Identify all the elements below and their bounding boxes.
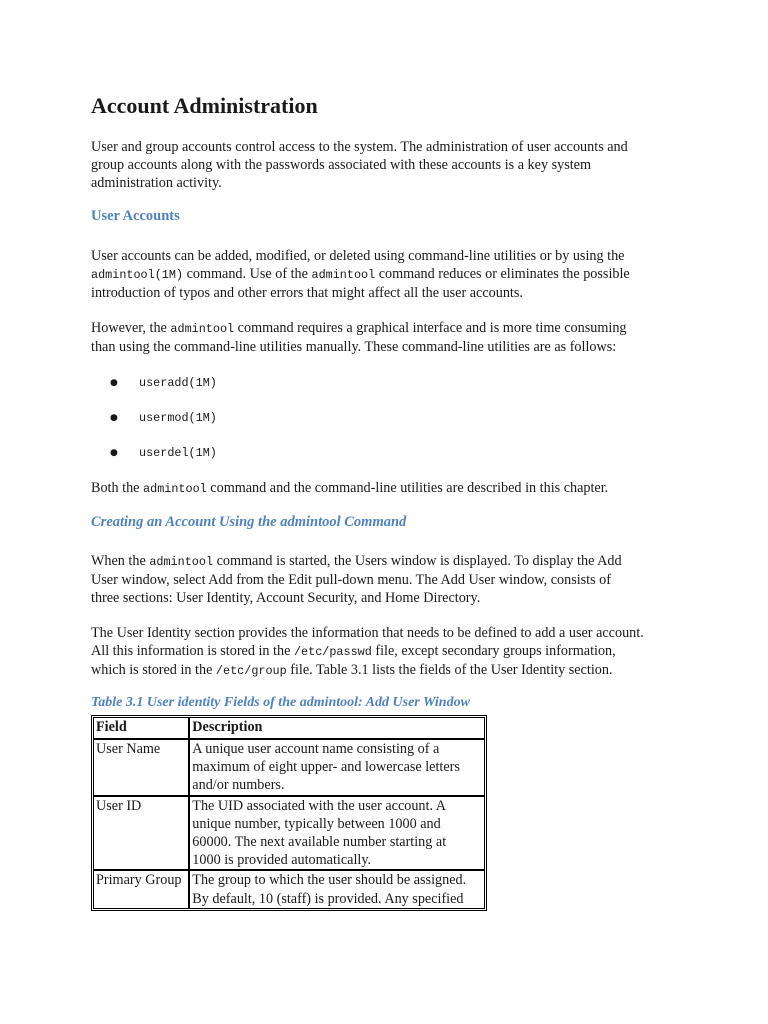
paragraph-line: User accounts can be added, modified, or deleted using command-line utilities or by using the (91, 248, 625, 264)
paragraph-line: than using the command-line utilities manually. These command-line utilities are as follows: (91, 339, 617, 356)
section-heading-user-accounts: User Accounts (91, 208, 180, 224)
intro-line: User and group accounts control access to the system. The administration of user accounts and (91, 139, 628, 155)
user-identity-paragraph (91, 624, 644, 681)
table-cell-field: User Name (93, 739, 189, 796)
inline-code: admintool (311, 268, 376, 283)
table-cell-description (189, 870, 485, 908)
paragraph-line (91, 642, 644, 661)
inline-text: When the (91, 553, 150, 569)
paragraph-line (91, 661, 644, 680)
inline-code: admintool (149, 555, 214, 569)
cell-line: By default, 10 (staff) is provided. Any specified (192, 890, 464, 907)
cell-line: maximum of eight upper- and lowercase letters (192, 759, 460, 776)
table-header-row (93, 717, 485, 739)
bullet-item (110, 408, 217, 427)
paragraph-line (91, 265, 630, 284)
bullet-text: usermod(1M) (139, 411, 217, 425)
paragraph-line: three sections: User Identity, Account Security, and Home Directory. (91, 590, 481, 607)
paragraph-line (91, 479, 608, 498)
table-header-field: Field (93, 717, 189, 739)
cell-line: 1000 is provided automatically. (192, 852, 372, 869)
cell-line: The UID associated with the user account. A (192, 797, 447, 814)
inline-text: which is stored in the (91, 662, 216, 679)
both-paragraph (91, 479, 608, 498)
table-cell-field: Primary Group (93, 870, 189, 908)
inline-text: command is started, the Users window is displayed. To display the Add (213, 553, 622, 569)
user-identity-table (91, 715, 487, 911)
inline-text: file, except secondary groups information, (371, 643, 616, 660)
intro-paragraph (91, 138, 628, 193)
table-header-description: Description (189, 717, 485, 739)
user-accounts-paragraph (91, 247, 630, 303)
admintool-paragraph (91, 319, 627, 356)
bullet-text: useradd(1M) (139, 376, 217, 390)
inline-code: /etc/group (215, 664, 287, 679)
cell-line: and/or numbers. (192, 777, 285, 794)
bullet-icon: ● (110, 448, 118, 458)
page-title: Account Administration (91, 93, 318, 118)
table-cell-description (189, 739, 485, 796)
paragraph-line (91, 319, 627, 338)
table-cell-description (189, 796, 485, 871)
table-row (93, 739, 485, 796)
paragraph-line: User window, select Add from the Edit pull-down menu. The Add User window, consists of (91, 572, 612, 589)
users-window-paragraph (91, 552, 622, 608)
inline-text: command and the command-line utilities are described in this chapter. (206, 480, 609, 496)
bullet-text: userdel(1M) (139, 446, 217, 460)
bullet-item (110, 373, 217, 392)
inline-code: /etc/passwd (293, 645, 372, 660)
cell-line: The group to which the user should be assigned. (192, 872, 467, 889)
inline-text: command requires a graphical interface and is more time consuming (234, 320, 627, 336)
section-heading-creating-account: Creating an Account Using the admintool Command (91, 514, 407, 530)
table-row (93, 870, 485, 908)
cell-line: A unique user account name consisting of a (192, 741, 440, 757)
table-cell-field: User ID (93, 796, 189, 871)
inline-text: All this information is stored in the (91, 643, 294, 660)
inline-text: command. Use of the (183, 266, 312, 283)
bullet-item (110, 443, 217, 462)
inline-text: However, the (91, 320, 171, 336)
inline-code: admintool(1M) (91, 268, 184, 283)
cell-line: 60000. The next available number starting at (192, 834, 447, 851)
inline-text: command reduces or eliminates the possible (375, 266, 630, 283)
bullet-icon: ● (110, 413, 118, 423)
intro-line: administration activity. (91, 175, 222, 192)
inline-code: admintool (143, 482, 207, 496)
paragraph-line: introduction of typos and other errors that might affect all the user accounts. (91, 285, 523, 302)
inline-code: admintool (170, 322, 235, 336)
intro-line: group accounts along with the passwords associated with these accounts is a key system (91, 157, 591, 174)
cell-line: unique number, typically between 1000 and (192, 815, 441, 832)
inline-text: file. Table 3.1 lists the fields of the User Identity section. (286, 662, 613, 679)
paragraph-line: The User Identity section provides the information that needs to be defined to add a user account. (91, 625, 644, 641)
table-caption: Table 3.1 User identity Fields of the admintool: Add User Window (91, 695, 470, 710)
paragraph-line (91, 552, 622, 571)
table-row (93, 796, 485, 871)
inline-text: Both the (91, 480, 144, 496)
bullet-icon: ● (110, 378, 118, 388)
